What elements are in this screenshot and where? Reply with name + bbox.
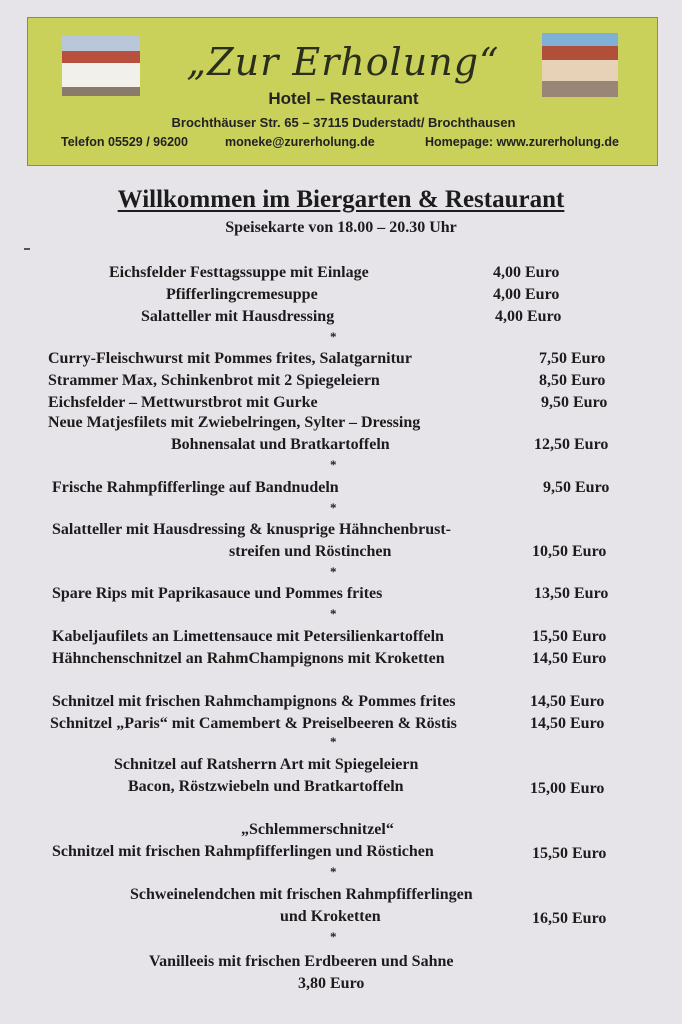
menu-item-text: Frische Rahmpfifferlinge auf Bandnudeln bbox=[52, 479, 339, 496]
menu-item-text: Schnitzel „Paris“ mit Camembert & Preiselbeeren & Röstis bbox=[50, 715, 457, 732]
menu-item-text: Eichsfelder Festtagssuppe mit Einlage bbox=[109, 264, 369, 281]
menu-item-price: 16,50 Euro bbox=[532, 910, 607, 927]
menu-item-text: Curry-Fleischwurst mit Pommes frites, Salatgarnitur bbox=[48, 350, 412, 367]
menu-item-text-continued: Schnitzel mit frischen Rahmpfifferlingen und Röstichen bbox=[52, 843, 434, 860]
menu-item-price: 9,50 Euro bbox=[541, 394, 608, 411]
restaurant-logo: „Zur Erholung“ bbox=[186, 40, 500, 84]
separator: * bbox=[330, 606, 337, 621]
menu-item-price: 10,50 Euro bbox=[532, 543, 607, 560]
menu-item-price: 8,50 Euro bbox=[539, 372, 606, 389]
menu-item-text: Strammer Max, Schinkenbrot mit 2 Spiegeleiern bbox=[48, 372, 380, 389]
menu-item-text: Schnitzel auf Ratsherrn Art mit Spiegeleiern bbox=[114, 756, 419, 773]
separator: * bbox=[330, 500, 337, 515]
restaurant-header bbox=[27, 17, 658, 166]
menu-item-price: 4,00 Euro bbox=[495, 308, 562, 325]
menu-item-text: Hähnchenschnitzel an RahmChampignons mit Kroketten bbox=[52, 650, 445, 667]
menu-item-price: 15,50 Euro bbox=[532, 845, 607, 862]
menu-item-text: Spare Rips mit Paprikasauce und Pommes frites bbox=[52, 585, 383, 602]
menu-item-price: 3,80 Euro bbox=[298, 975, 365, 992]
menu-item-text: „Schlemmerschnitzel“ bbox=[241, 821, 394, 838]
menu-subtitle: Speisekarte von 18.00 – 20.30 Uhr bbox=[225, 219, 457, 236]
menu-item-price: 4,00 Euro bbox=[493, 264, 560, 281]
menu-item-text-continued: Bohnensalat und Bratkartoffeln bbox=[171, 436, 390, 453]
separator: * bbox=[330, 929, 337, 944]
scan-mark bbox=[24, 248, 30, 250]
menu-item-text: Schnitzel mit frischen Rahmchampignons & Pommes frites bbox=[52, 693, 456, 710]
menu-item-text: Vanilleeis mit frischen Erdbeeren und Sahne bbox=[149, 953, 454, 970]
menu-item-text: Schweinelendchen mit frischen Rahmpfifferlingen bbox=[130, 886, 473, 903]
separator: * bbox=[330, 564, 337, 579]
menu-item-text-continued: Bacon, Röstzwiebeln und Bratkartoffeln bbox=[128, 778, 404, 795]
menu-item-text: Salatteller mit Hausdressing bbox=[141, 308, 335, 325]
menu-item-price: 4,00 Euro bbox=[493, 286, 560, 303]
separator: * bbox=[330, 864, 337, 879]
header-phone: Telefon 05529 / 96200 bbox=[61, 135, 188, 149]
header-address: Brochthäuser Str. 65 – 37115 Duderstadt/ Brochthausen bbox=[171, 115, 516, 130]
header-subtitle: Hotel – Restaurant bbox=[268, 89, 419, 108]
header-email: moneke@zurerholung.de bbox=[225, 135, 375, 149]
menu-item-price: 9,50 Euro bbox=[543, 479, 610, 496]
separator: * bbox=[330, 329, 337, 344]
menu-item-price: 15,00 Euro bbox=[530, 780, 605, 797]
header-homepage: Homepage: www.zurerholung.de bbox=[425, 135, 619, 149]
menu-item-text-continued: streifen und Röstinchen bbox=[229, 543, 392, 560]
hotel-photo-left bbox=[62, 36, 140, 96]
menu-item-price: 14,50 Euro bbox=[530, 693, 605, 710]
menu-item-text: Salatteller mit Hausdressing & knusprige Hähnchenbrust- bbox=[52, 521, 452, 538]
menu-item-text: Neue Matjesfilets mit Zwiebelringen, Sylter – Dressing bbox=[48, 414, 421, 431]
menu-item-price: 12,50 Euro bbox=[534, 436, 609, 453]
menu-item-price: 15,50 Euro bbox=[532, 628, 607, 645]
menu-item-text-continued: und Kroketten bbox=[280, 908, 381, 925]
menu-title: Willkommen im Biergarten & Restaurant bbox=[117, 186, 565, 213]
menu-item-text: Eichsfelder – Mettwurstbrot mit Gurke bbox=[48, 394, 318, 411]
separator: * bbox=[330, 734, 337, 749]
menu-item-text: Kabeljaufilets an Limettensauce mit Petersilienkartoffeln bbox=[52, 628, 444, 645]
menu-item-text: Pfifferlingcremesuppe bbox=[166, 286, 318, 303]
hotel-photo-right bbox=[542, 33, 618, 97]
menu-item-price: 13,50 Euro bbox=[534, 585, 609, 602]
menu-item-price: 14,50 Euro bbox=[532, 650, 607, 667]
menu-item-price: 14,50 Euro bbox=[530, 715, 605, 732]
separator: * bbox=[330, 457, 337, 472]
menu-item-price: 7,50 Euro bbox=[539, 350, 606, 367]
